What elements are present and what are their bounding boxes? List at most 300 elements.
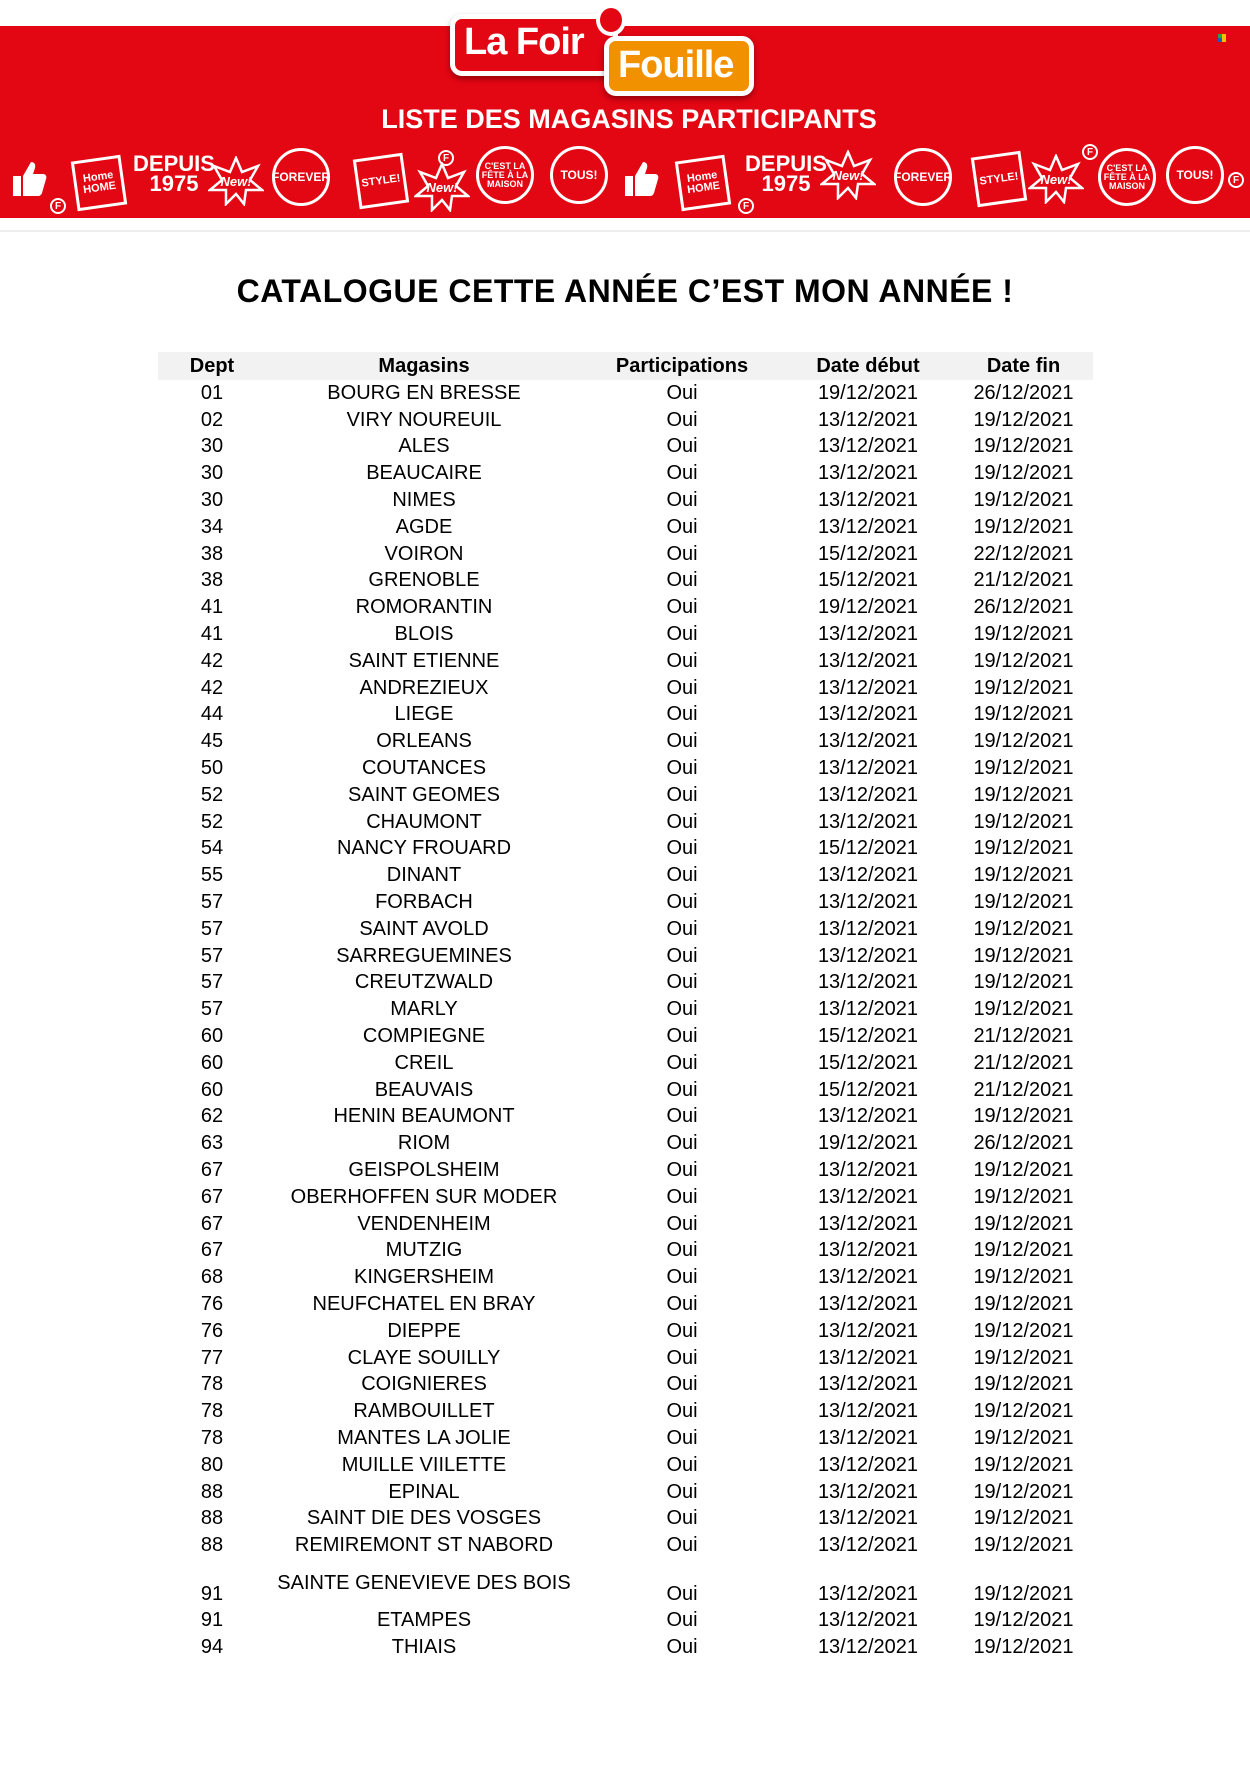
table-row	[158, 460, 1093, 487]
fete-maison-badge: C'EST LA FÊTE À LA MAISON	[476, 146, 534, 204]
end-date-cell: 19/12/2021	[973, 1480, 1074, 1503]
start-date-cell: 13/12/2021	[817, 810, 919, 833]
table-row	[158, 1345, 1093, 1372]
table-row	[158, 380, 1093, 407]
dept-cell: 67	[200, 1212, 224, 1235]
participation-cell: Oui	[666, 676, 698, 699]
table-row	[158, 594, 1093, 621]
participation-cell: Oui	[666, 569, 698, 592]
store-name-cell: FORBACH	[375, 891, 473, 914]
end-date-cell: 19/12/2021	[973, 649, 1074, 672]
start-date-cell: 13/12/2021	[817, 515, 919, 538]
table-row	[158, 1238, 1093, 1265]
dept-cell: 62	[200, 1105, 224, 1128]
end-date-cell: 19/12/2021	[973, 944, 1074, 967]
f-forever-badge: FOREVER	[272, 148, 330, 206]
participation-cell: Oui	[666, 1239, 698, 1262]
start-date-cell: 13/12/2021	[817, 944, 919, 967]
start-date-cell: 13/12/2021	[817, 1212, 919, 1235]
store-name-cell: SARREGUEMINES	[336, 944, 512, 967]
table-row	[158, 862, 1093, 889]
thumbs-up-icon	[4, 150, 54, 206]
table-row	[158, 782, 1093, 809]
end-date-cell: 26/12/2021	[973, 381, 1074, 404]
store-name-cell: CREIL	[394, 1051, 454, 1074]
end-date-cell: 19/12/2021	[973, 1266, 1074, 1289]
start-date-cell: 19/12/2021	[817, 1132, 919, 1155]
store-name-cell: CHAUMONT	[366, 810, 482, 833]
stores-table-body	[158, 380, 1093, 1661]
start-date-cell: 13/12/2021	[817, 703, 919, 726]
table-row	[158, 1104, 1093, 1131]
store-name-cell: BEAUVAIS	[374, 1078, 474, 1101]
participation-cell: Oui	[666, 837, 698, 860]
table-row	[158, 1050, 1093, 1077]
logo-word-1: La Foir	[464, 21, 584, 63]
end-date-cell: 19/12/2021	[973, 730, 1074, 753]
store-name-cell: VOIRON	[384, 542, 464, 565]
store-name-cell: COIGNIERES	[361, 1373, 487, 1396]
style-badge-2: STYLE!	[971, 151, 1027, 207]
participation-cell: Oui	[666, 1185, 698, 1208]
table-row	[158, 943, 1093, 970]
table-row	[158, 1398, 1093, 1425]
participation-cell: Oui	[666, 1453, 698, 1476]
table-row	[158, 568, 1093, 595]
dept-cell: 76	[200, 1319, 224, 1342]
start-date-cell: 13/12/2021	[817, 676, 919, 699]
end-date-cell: 19/12/2021	[973, 1239, 1074, 1262]
dept-cell: 60	[200, 1051, 224, 1074]
dept-cell: 01	[200, 381, 224, 404]
f-logo-icon: F	[50, 198, 66, 214]
end-date-cell: 21/12/2021	[973, 569, 1074, 592]
end-date-cell: 19/12/2021	[973, 1583, 1074, 1606]
dept-cell: 44	[200, 703, 224, 726]
participation-cell: Oui	[666, 649, 698, 672]
store-name-cell: AGDE	[395, 515, 453, 538]
participation-cell: Oui	[666, 596, 698, 619]
start-date-cell: 13/12/2021	[817, 462, 919, 485]
store-name-cell: CLAYE SOUILLY	[347, 1346, 501, 1369]
end-date-cell: 19/12/2021	[973, 623, 1074, 646]
header-participations: Participations	[582, 352, 782, 380]
dept-cell: 42	[200, 676, 224, 699]
dept-cell: 91	[200, 1583, 224, 1606]
store-name-cell: COMPIEGNE	[362, 1025, 486, 1048]
end-date-cell: 19/12/2021	[973, 1292, 1074, 1315]
store-name-cell: GEISPOLSHEIM	[348, 1159, 500, 1181]
store-name-cell: SAINT GEOMES	[348, 783, 500, 806]
start-date-cell: 13/12/2021	[817, 1534, 919, 1557]
dept-cell: 67	[200, 1159, 224, 1181]
participation-cell: Oui	[666, 515, 698, 538]
store-name-cell: ALES	[398, 435, 450, 458]
start-date-cell: 13/12/2021	[817, 1480, 919, 1503]
participation-cell: Oui	[666, 783, 698, 806]
end-date-cell: 21/12/2021	[973, 1078, 1074, 1101]
table-row	[158, 1452, 1093, 1479]
dept-cell: 57	[200, 971, 224, 994]
participation-cell: Oui	[666, 1426, 698, 1449]
store-name-cell: ANDREZIEUX	[359, 676, 489, 699]
start-date-cell: 13/12/2021	[817, 1583, 919, 1606]
start-date-cell: 13/12/2021	[817, 408, 919, 431]
store-name-cell: ROMORANTIN	[355, 596, 493, 619]
dept-cell: 88	[200, 1480, 224, 1503]
start-date-cell: 13/12/2021	[817, 1507, 919, 1530]
thumbs-up-icon-2	[616, 150, 666, 206]
end-date-cell: 19/12/2021	[973, 489, 1074, 512]
start-date-cell: 13/12/2021	[817, 1159, 919, 1181]
corner-mark-icon	[1218, 34, 1226, 42]
dept-cell: 45	[200, 730, 224, 753]
dept-cell: 52	[200, 810, 224, 833]
dept-cell: 30	[200, 462, 224, 485]
table-row	[158, 1559, 1093, 1607]
participation-cell: Oui	[666, 891, 698, 914]
end-date-cell: 19/12/2021	[973, 515, 1074, 538]
dept-cell: 55	[200, 864, 224, 887]
start-date-cell: 13/12/2021	[817, 1185, 919, 1208]
dept-cell: 52	[200, 783, 224, 806]
f-logo-icon-2: F	[438, 150, 454, 166]
participation-cell: Oui	[666, 1051, 698, 1074]
table-row	[158, 1291, 1093, 1318]
store-name-cell: MUTZIG	[385, 1239, 463, 1262]
store-name-cell: DIEPPE	[387, 1319, 461, 1342]
dept-cell: 41	[200, 596, 224, 619]
header-banner	[0, 0, 1250, 236]
dept-cell: 67	[200, 1239, 224, 1262]
participation-cell: Oui	[666, 1635, 698, 1658]
table-row	[158, 755, 1093, 782]
end-date-cell: 19/12/2021	[973, 1185, 1074, 1208]
dept-cell: 60	[200, 1078, 224, 1101]
badge-strip	[0, 146, 1250, 218]
new-star-badge-2: New!	[414, 162, 470, 212]
start-date-cell: 15/12/2021	[817, 569, 919, 592]
store-name-cell: VENDENHEIM	[357, 1212, 491, 1235]
start-date-cell: 13/12/2021	[817, 1105, 919, 1128]
participation-cell: Oui	[666, 1346, 698, 1369]
banner-divider	[0, 230, 1250, 232]
store-name-cell: GRENOBLE	[368, 569, 480, 592]
participation-cell: Oui	[666, 1400, 698, 1423]
dept-cell: 94	[200, 1635, 224, 1658]
participation-cell: Oui	[666, 1132, 698, 1155]
end-date-cell: 19/12/2021	[973, 462, 1074, 485]
end-date-cell: 19/12/2021	[973, 1426, 1074, 1449]
table-row	[158, 1607, 1093, 1634]
store-name-cell: HENIN BEAUMONT	[333, 1105, 515, 1128]
store-name-cell: MARLY	[390, 998, 458, 1021]
dept-cell: 80	[200, 1453, 224, 1476]
store-name-cell: COUTANCES	[361, 757, 487, 780]
end-date-cell: 22/12/2021	[973, 542, 1074, 565]
store-name-cell: NIMES	[392, 489, 456, 512]
end-date-cell: 19/12/2021	[973, 1373, 1074, 1396]
table-row	[158, 1211, 1093, 1238]
table-row	[158, 728, 1093, 755]
end-date-cell: 19/12/2021	[973, 1507, 1074, 1530]
start-date-cell: 13/12/2021	[817, 1635, 919, 1658]
start-date-cell: 13/12/2021	[817, 864, 919, 887]
start-date-cell: 13/12/2021	[817, 757, 919, 780]
participation-cell: Oui	[666, 1159, 698, 1181]
start-date-cell: 13/12/2021	[817, 1239, 919, 1262]
dept-cell: 67	[200, 1185, 224, 1208]
start-date-cell: 13/12/2021	[817, 971, 919, 994]
table-row	[158, 675, 1093, 702]
start-date-cell: 13/12/2021	[817, 1608, 919, 1631]
header-date-fin: Date fin	[954, 352, 1093, 380]
table-row	[158, 1184, 1093, 1211]
participation-cell: Oui	[666, 1373, 698, 1396]
end-date-cell: 19/12/2021	[973, 1534, 1074, 1557]
dept-cell: 78	[200, 1400, 224, 1423]
end-date-cell: 19/12/2021	[973, 1400, 1074, 1423]
table-row	[158, 648, 1093, 675]
start-date-cell: 13/12/2021	[817, 1346, 919, 1369]
table-row	[158, 1023, 1093, 1050]
balloon-icon	[596, 4, 626, 36]
dept-cell: 78	[200, 1426, 224, 1449]
table-row	[158, 996, 1093, 1023]
participation-cell: Oui	[666, 917, 698, 940]
start-date-cell: 13/12/2021	[817, 891, 919, 914]
participation-cell: Oui	[666, 810, 698, 833]
store-name-cell: ETAMPES	[376, 1608, 472, 1631]
table-row	[158, 1077, 1093, 1104]
end-date-cell: 19/12/2021	[973, 1608, 1074, 1631]
table-row	[158, 1157, 1093, 1184]
start-date-cell: 15/12/2021	[817, 1025, 919, 1048]
dept-cell: 41	[200, 623, 224, 646]
participation-cell: Oui	[666, 757, 698, 780]
end-date-cell: 19/12/2021	[973, 757, 1074, 780]
participation-cell: Oui	[666, 1025, 698, 1048]
start-date-cell: 13/12/2021	[817, 783, 919, 806]
end-date-cell: 19/12/2021	[973, 864, 1074, 887]
store-name-cell: NANCY FROUARD	[336, 837, 512, 860]
table-row	[158, 1130, 1093, 1157]
end-date-cell: 19/12/2021	[973, 837, 1074, 860]
start-date-cell: 19/12/2021	[817, 596, 919, 619]
store-name-cell: BOURG EN BRESSE	[327, 381, 521, 404]
store-name-cell: MANTES LA JOLIE	[337, 1426, 511, 1449]
table-row	[158, 809, 1093, 836]
participation-cell: Oui	[666, 1212, 698, 1235]
header-date-debut: Date début	[782, 352, 954, 380]
participation-cell: Oui	[666, 703, 698, 726]
banner-subtitle: LISTE DES MAGASINS PARTICIPANTS	[381, 104, 877, 134]
table-row	[158, 434, 1093, 461]
table-row	[158, 1634, 1093, 1661]
participation-cell: Oui	[666, 971, 698, 994]
end-date-cell: 19/12/2021	[973, 1346, 1074, 1369]
store-name-cell: BEAUCAIRE	[366, 462, 482, 485]
plaisir-tous-badge: TOUS!	[550, 146, 608, 204]
start-date-cell: 13/12/2021	[817, 917, 919, 940]
dept-cell: 50	[200, 757, 224, 780]
dept-cell: 57	[200, 944, 224, 967]
dept-cell: 30	[200, 435, 224, 458]
new-star-badge: New!	[208, 156, 264, 206]
dept-cell: 78	[200, 1373, 224, 1396]
participation-cell: Oui	[666, 1583, 698, 1606]
dept-cell: 77	[200, 1346, 224, 1369]
end-date-cell: 19/12/2021	[973, 1635, 1074, 1658]
store-name-cell: NEUFCHATEL EN BRAY	[312, 1292, 536, 1315]
participation-cell: Oui	[666, 489, 698, 512]
start-date-cell: 13/12/2021	[817, 649, 919, 672]
dept-cell: 60	[200, 1025, 224, 1048]
store-name-cell: CREUTZWALD	[354, 971, 494, 994]
dept-cell: 54	[200, 837, 224, 860]
dept-cell: 68	[200, 1266, 224, 1289]
participation-cell: Oui	[666, 864, 698, 887]
table-row	[158, 514, 1093, 541]
participation-cell: Oui	[666, 381, 698, 404]
end-date-cell: 19/12/2021	[973, 1319, 1074, 1342]
document-title: CATALOGUE CETTE ANNÉE C’EST MON ANNÉE !	[236, 273, 1014, 309]
table-row	[158, 541, 1093, 568]
table-header-row	[158, 352, 1093, 380]
participation-cell: Oui	[666, 998, 698, 1021]
end-date-cell: 21/12/2021	[973, 1025, 1074, 1048]
f-forever-badge-2: FOREVER	[894, 148, 952, 206]
store-name-cell: KINGERSHEIM	[353, 1266, 495, 1289]
store-name-cell: BLOIS	[394, 623, 454, 646]
store-name-cell: MUILLE VIILETTE	[341, 1453, 507, 1476]
logo-word-2: Fouille	[618, 44, 734, 86]
start-date-cell: 15/12/2021	[817, 1051, 919, 1074]
f-logo-icon-4: F	[1082, 144, 1098, 160]
end-date-cell: 19/12/2021	[973, 1212, 1074, 1235]
participation-cell: Oui	[666, 623, 698, 646]
start-date-cell: 13/12/2021	[817, 1426, 919, 1449]
participation-cell: Oui	[666, 1534, 698, 1557]
start-date-cell: 13/12/2021	[817, 730, 919, 753]
participation-cell: Oui	[666, 462, 698, 485]
end-date-cell: 19/12/2021	[973, 703, 1074, 726]
home-sweet-home-badge: Home HOME	[71, 155, 127, 211]
dept-cell: 57	[200, 998, 224, 1021]
participation-cell: Oui	[666, 730, 698, 753]
store-name-cell: SAINTE GENEVIEVE DES BOIS	[277, 1571, 571, 1594]
end-date-cell: 26/12/2021	[973, 596, 1074, 619]
store-name-cell: SAINT DIE DES VOSGES	[306, 1507, 542, 1530]
dept-cell: 88	[200, 1534, 224, 1557]
participation-cell: Oui	[666, 1266, 698, 1289]
dept-cell: 76	[200, 1292, 224, 1315]
store-name-cell: REMIREMONT ST NABORD	[294, 1534, 554, 1557]
table-row	[158, 1479, 1093, 1506]
style-badge: STYLE!	[353, 153, 409, 209]
table-row	[158, 1532, 1093, 1559]
end-date-cell: 19/12/2021	[973, 1159, 1074, 1181]
end-date-cell: 19/12/2021	[973, 435, 1074, 458]
dept-cell: 30	[200, 489, 224, 512]
table-row	[158, 1371, 1093, 1398]
home-sweet-home-badge-2: Home HOME	[675, 155, 731, 211]
start-date-cell: 13/12/2021	[817, 1400, 919, 1423]
new-star-badge-3: New!	[820, 150, 876, 200]
start-date-cell: 13/12/2021	[817, 435, 919, 458]
start-date-cell: 15/12/2021	[817, 1078, 919, 1101]
start-date-cell: 15/12/2021	[817, 837, 919, 860]
end-date-cell: 19/12/2021	[973, 971, 1074, 994]
store-name-cell: SAINT AVOLD	[359, 917, 489, 940]
dept-cell: 63	[200, 1132, 224, 1155]
end-date-cell: 19/12/2021	[973, 1453, 1074, 1476]
start-date-cell: 13/12/2021	[817, 998, 919, 1021]
table-row	[158, 621, 1093, 648]
participation-cell: Oui	[666, 435, 698, 458]
participation-cell: Oui	[666, 1480, 698, 1503]
brand-logo	[450, 10, 760, 96]
table-row	[158, 1264, 1093, 1291]
end-date-cell: 19/12/2021	[973, 783, 1074, 806]
store-name-cell: RIOM	[397, 1132, 451, 1155]
store-name-cell: EPINAL	[388, 1480, 460, 1503]
end-date-cell: 21/12/2021	[973, 1051, 1074, 1074]
participation-cell: Oui	[666, 408, 698, 431]
end-date-cell: 19/12/2021	[973, 998, 1074, 1021]
end-date-cell: 19/12/2021	[973, 891, 1074, 914]
end-date-cell: 26/12/2021	[973, 1132, 1074, 1155]
participation-cell: Oui	[666, 1507, 698, 1530]
table-row	[158, 702, 1093, 729]
depuis-1975-badge: DEPUIS 1975	[133, 151, 215, 196]
f-logo-icon-5: F	[1228, 172, 1244, 188]
header-magasins: Magasins	[266, 352, 582, 380]
dept-cell: 57	[200, 891, 224, 914]
fete-maison-badge-2: C'EST LA FÊTE À LA MAISON	[1098, 148, 1156, 206]
participation-cell: Oui	[666, 1608, 698, 1631]
participation-cell: Oui	[666, 1105, 698, 1128]
end-date-cell: 19/12/2021	[973, 408, 1074, 431]
start-date-cell: 13/12/2021	[817, 1373, 919, 1396]
new-star-badge-4: New!	[1028, 154, 1084, 204]
dept-cell: 57	[200, 917, 224, 940]
participation-cell: Oui	[666, 1078, 698, 1101]
start-date-cell: 13/12/2021	[817, 489, 919, 512]
table-row	[158, 1318, 1093, 1345]
f-logo-icon-3: F	[738, 198, 754, 214]
dept-cell: 42	[200, 649, 224, 672]
store-name-cell: SAINT ETIENNE	[348, 649, 500, 672]
start-date-cell: 13/12/2021	[817, 623, 919, 646]
table-row	[158, 916, 1093, 943]
dept-cell: 38	[200, 542, 224, 565]
table-row	[158, 487, 1093, 514]
store-name-cell: RAMBOUILLET	[353, 1400, 495, 1423]
depuis-1975-badge-2: DEPUIS 1975	[745, 151, 827, 196]
table-row	[158, 407, 1093, 434]
start-date-cell: 13/12/2021	[817, 1319, 919, 1342]
start-date-cell: 13/12/2021	[817, 1453, 919, 1476]
end-date-cell: 19/12/2021	[973, 917, 1074, 940]
start-date-cell: 13/12/2021	[817, 1292, 919, 1315]
start-date-cell: 13/12/2021	[817, 1266, 919, 1289]
dept-cell: 91	[200, 1608, 224, 1631]
start-date-cell: 19/12/2021	[817, 381, 919, 404]
store-name-cell: OBERHOFFEN SUR MODER	[290, 1185, 558, 1208]
dept-cell: 38	[200, 569, 224, 592]
dept-cell: 88	[200, 1507, 224, 1530]
